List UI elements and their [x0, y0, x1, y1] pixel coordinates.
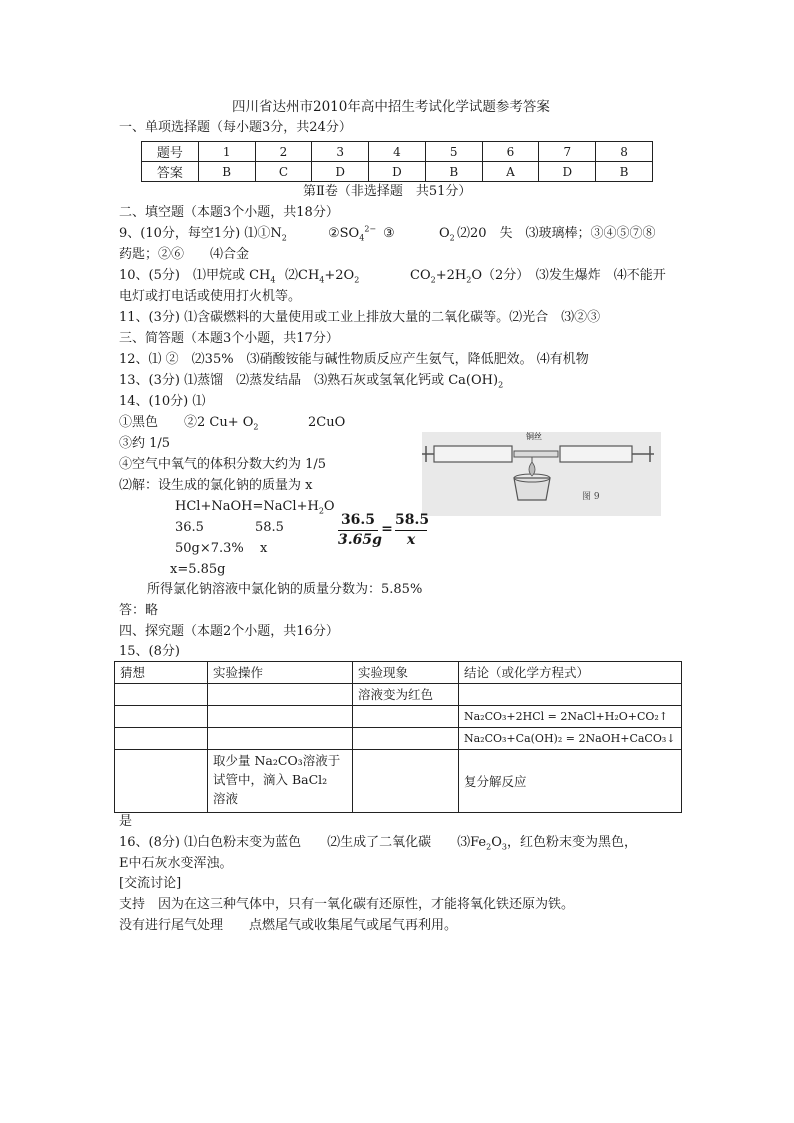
table-cell: Na₂CO₃+2HCl = 2NaCl+H₂O+CO₂↑: [459, 706, 682, 728]
q16-line5: 没有进行尾气处理 点燃尾气或收集尾气或尾气再利用。: [119, 918, 458, 933]
q15-heading: 15、(8分): [119, 644, 180, 659]
section-3-heading: 三、简答题（本题3个小题，共17分）: [119, 331, 339, 346]
table-row: [115, 750, 682, 813]
q9-so4: $②SO_4^{2-}$: [328, 224, 377, 243]
q9-line2: 药匙；②⑥ ⑷合金: [119, 247, 250, 262]
q10-products: $CO_2+2H_2O(2$分） ⑶发生爆炸 ⑷不能开: [410, 268, 666, 285]
q14-given-mass: 50g×7.3%: [175, 541, 244, 556]
q9-o2: $O_2$: [439, 226, 455, 243]
table-cell: 2: [255, 142, 312, 162]
q14-equation: $HCl+NaOH=NaCl+H_2O$: [175, 499, 335, 516]
q14-molar-hcl: 36.5: [175, 520, 204, 535]
q14-result: 所得氯化钠溶液中氯化钠的质量分数为：5.85%: [147, 582, 423, 597]
table-cell: 复分解反应: [459, 750, 682, 813]
table-cell: 3: [312, 142, 369, 162]
experiment-table: [114, 661, 682, 813]
q10-reactants: $⑵CH_4+2O_2$: [285, 268, 360, 285]
section-2-heading: 二、填空题（本题3个小题，共18分）: [119, 205, 339, 220]
table-row-label: 答案: [142, 162, 199, 182]
q14-unknown: x: [260, 541, 268, 556]
q14-line3: ④空气中氧气的体积分数大约为 1/5: [119, 457, 327, 472]
table-header-cell: 猜想: [115, 662, 208, 684]
table-cell: D: [312, 162, 369, 182]
table-cell: 1: [198, 142, 255, 162]
table-cell: A: [482, 162, 539, 182]
figure-label-copper: 铜丝: [526, 432, 542, 441]
table-cell: Na₂CO₃+Ca(OH)₂ = 2NaOH+CaCO₃↓: [459, 728, 682, 750]
table-cell: 8: [596, 142, 653, 162]
table-cell: 4: [369, 142, 426, 162]
volume-2-heading: 第Ⅱ卷（非选择题 共51分）: [303, 184, 472, 199]
page-title: 四川省达州市2010年高中招生考试化学试题参考答案: [232, 99, 550, 115]
table-cell: 6: [482, 142, 539, 162]
q15-after: 是: [119, 814, 133, 829]
q10-line1: 10、(5分) ⑴甲烷或 $CH_4$: [119, 268, 276, 285]
fraction-denominator: x: [406, 532, 416, 548]
fraction-equals: =: [381, 521, 393, 537]
q14-answer: 答：略: [119, 603, 159, 618]
q16-line4: 支持 因为在这三种气体中，只有一氧化碳有还原性，才能将氧化铁还原为铁。: [119, 897, 575, 912]
table-header-cell: 实验现象: [353, 662, 459, 684]
fraction-right: [395, 512, 430, 549]
q14-molar-nacl: 58.5: [255, 520, 284, 535]
table-row: [142, 162, 653, 182]
table-cell: B: [198, 162, 255, 182]
q14-line2: ③约 1/5: [119, 436, 171, 451]
table-cell: 溶液变为红色: [353, 684, 459, 706]
q9-item3: ③: [383, 226, 395, 241]
q13-line: 13、(3分) ⑴蒸馏 ⑵蒸发结晶 ⑶熟石灰或氢氧化钙或 $Ca(OH)_2$: [119, 373, 504, 390]
table-header-cell: 实验操作: [208, 662, 353, 684]
q14-line1: ①黑色 ②2 $Cu+ O_2$: [119, 415, 259, 432]
q9-line1: 9、(10分，每空1分) $⑴①N_2$: [119, 226, 287, 243]
fraction-left: [338, 512, 382, 549]
table-cell: D: [369, 162, 426, 182]
q16-line2: E中石灰水变浑浊。: [119, 856, 233, 871]
figure-9-image: [422, 432, 661, 516]
table-row-label: 题号: [142, 142, 199, 162]
q12-line: 12、⑴ ② ⑵35% ⑶硝酸铵能与碱性物质反应产生氨气，降低肥效。 ⑷有机物: [119, 352, 589, 367]
table-cell: 5: [425, 142, 482, 162]
table-cell: D: [539, 162, 596, 182]
q11-line: 11、(3分) ⑴含碳燃料的大量使用或工业上排放大量的二氧化碳等。⑵光合 ⑶②③: [119, 310, 601, 325]
table-row: [115, 662, 682, 684]
fraction-numerator: 58.5: [395, 512, 430, 528]
q9-rest: ⑵20 失 ⑶玻璃棒；③④⑤⑦⑧: [457, 226, 656, 241]
table-row: [142, 142, 653, 162]
table-cell: B: [596, 162, 653, 182]
table-cell: C: [255, 162, 312, 182]
q16-line3: [交流讨论]: [119, 876, 182, 891]
fraction-denominator: 3.65g: [338, 532, 382, 548]
fraction-numerator: 36.5: [340, 512, 376, 528]
q14-product: 2CuO: [308, 415, 346, 430]
table-row: [115, 706, 682, 728]
figure-caption: 图 9: [582, 492, 600, 502]
q14-result-x: x=5.85g: [170, 562, 226, 577]
table-cell: B: [425, 162, 482, 182]
section-1-heading: 一、单项选择题（每小题3分，共24分）: [119, 120, 352, 135]
table-row: [115, 684, 682, 706]
q16-line1: 16、(8分) ⑴白色粉末变为蓝色 ⑵生成了二氧化碳 $⑶Fe_2O_3$，红色粉末变为黑色，: [119, 835, 637, 852]
answer-table: [141, 141, 653, 182]
q14-heading: 14、(10分) ⑴: [119, 394, 206, 409]
table-row: [115, 728, 682, 750]
section-4-heading: 四、探究题（本题2个小题，共16分）: [119, 624, 339, 639]
table-header-cell: 结论（或化学方程式）: [459, 662, 682, 684]
syringe-apparatus-drawing: [422, 432, 661, 516]
q10-line2: 电灯或打电话或使用打火机等。: [119, 289, 302, 304]
q14-line4: ⑵解：设生成的氯化钠的质量为 x: [119, 478, 313, 493]
table-cell: 7: [539, 142, 596, 162]
table-cell: 取少量 Na₂CO₃溶液于 试管中，滴入 BaCl₂ 溶液: [208, 750, 353, 813]
